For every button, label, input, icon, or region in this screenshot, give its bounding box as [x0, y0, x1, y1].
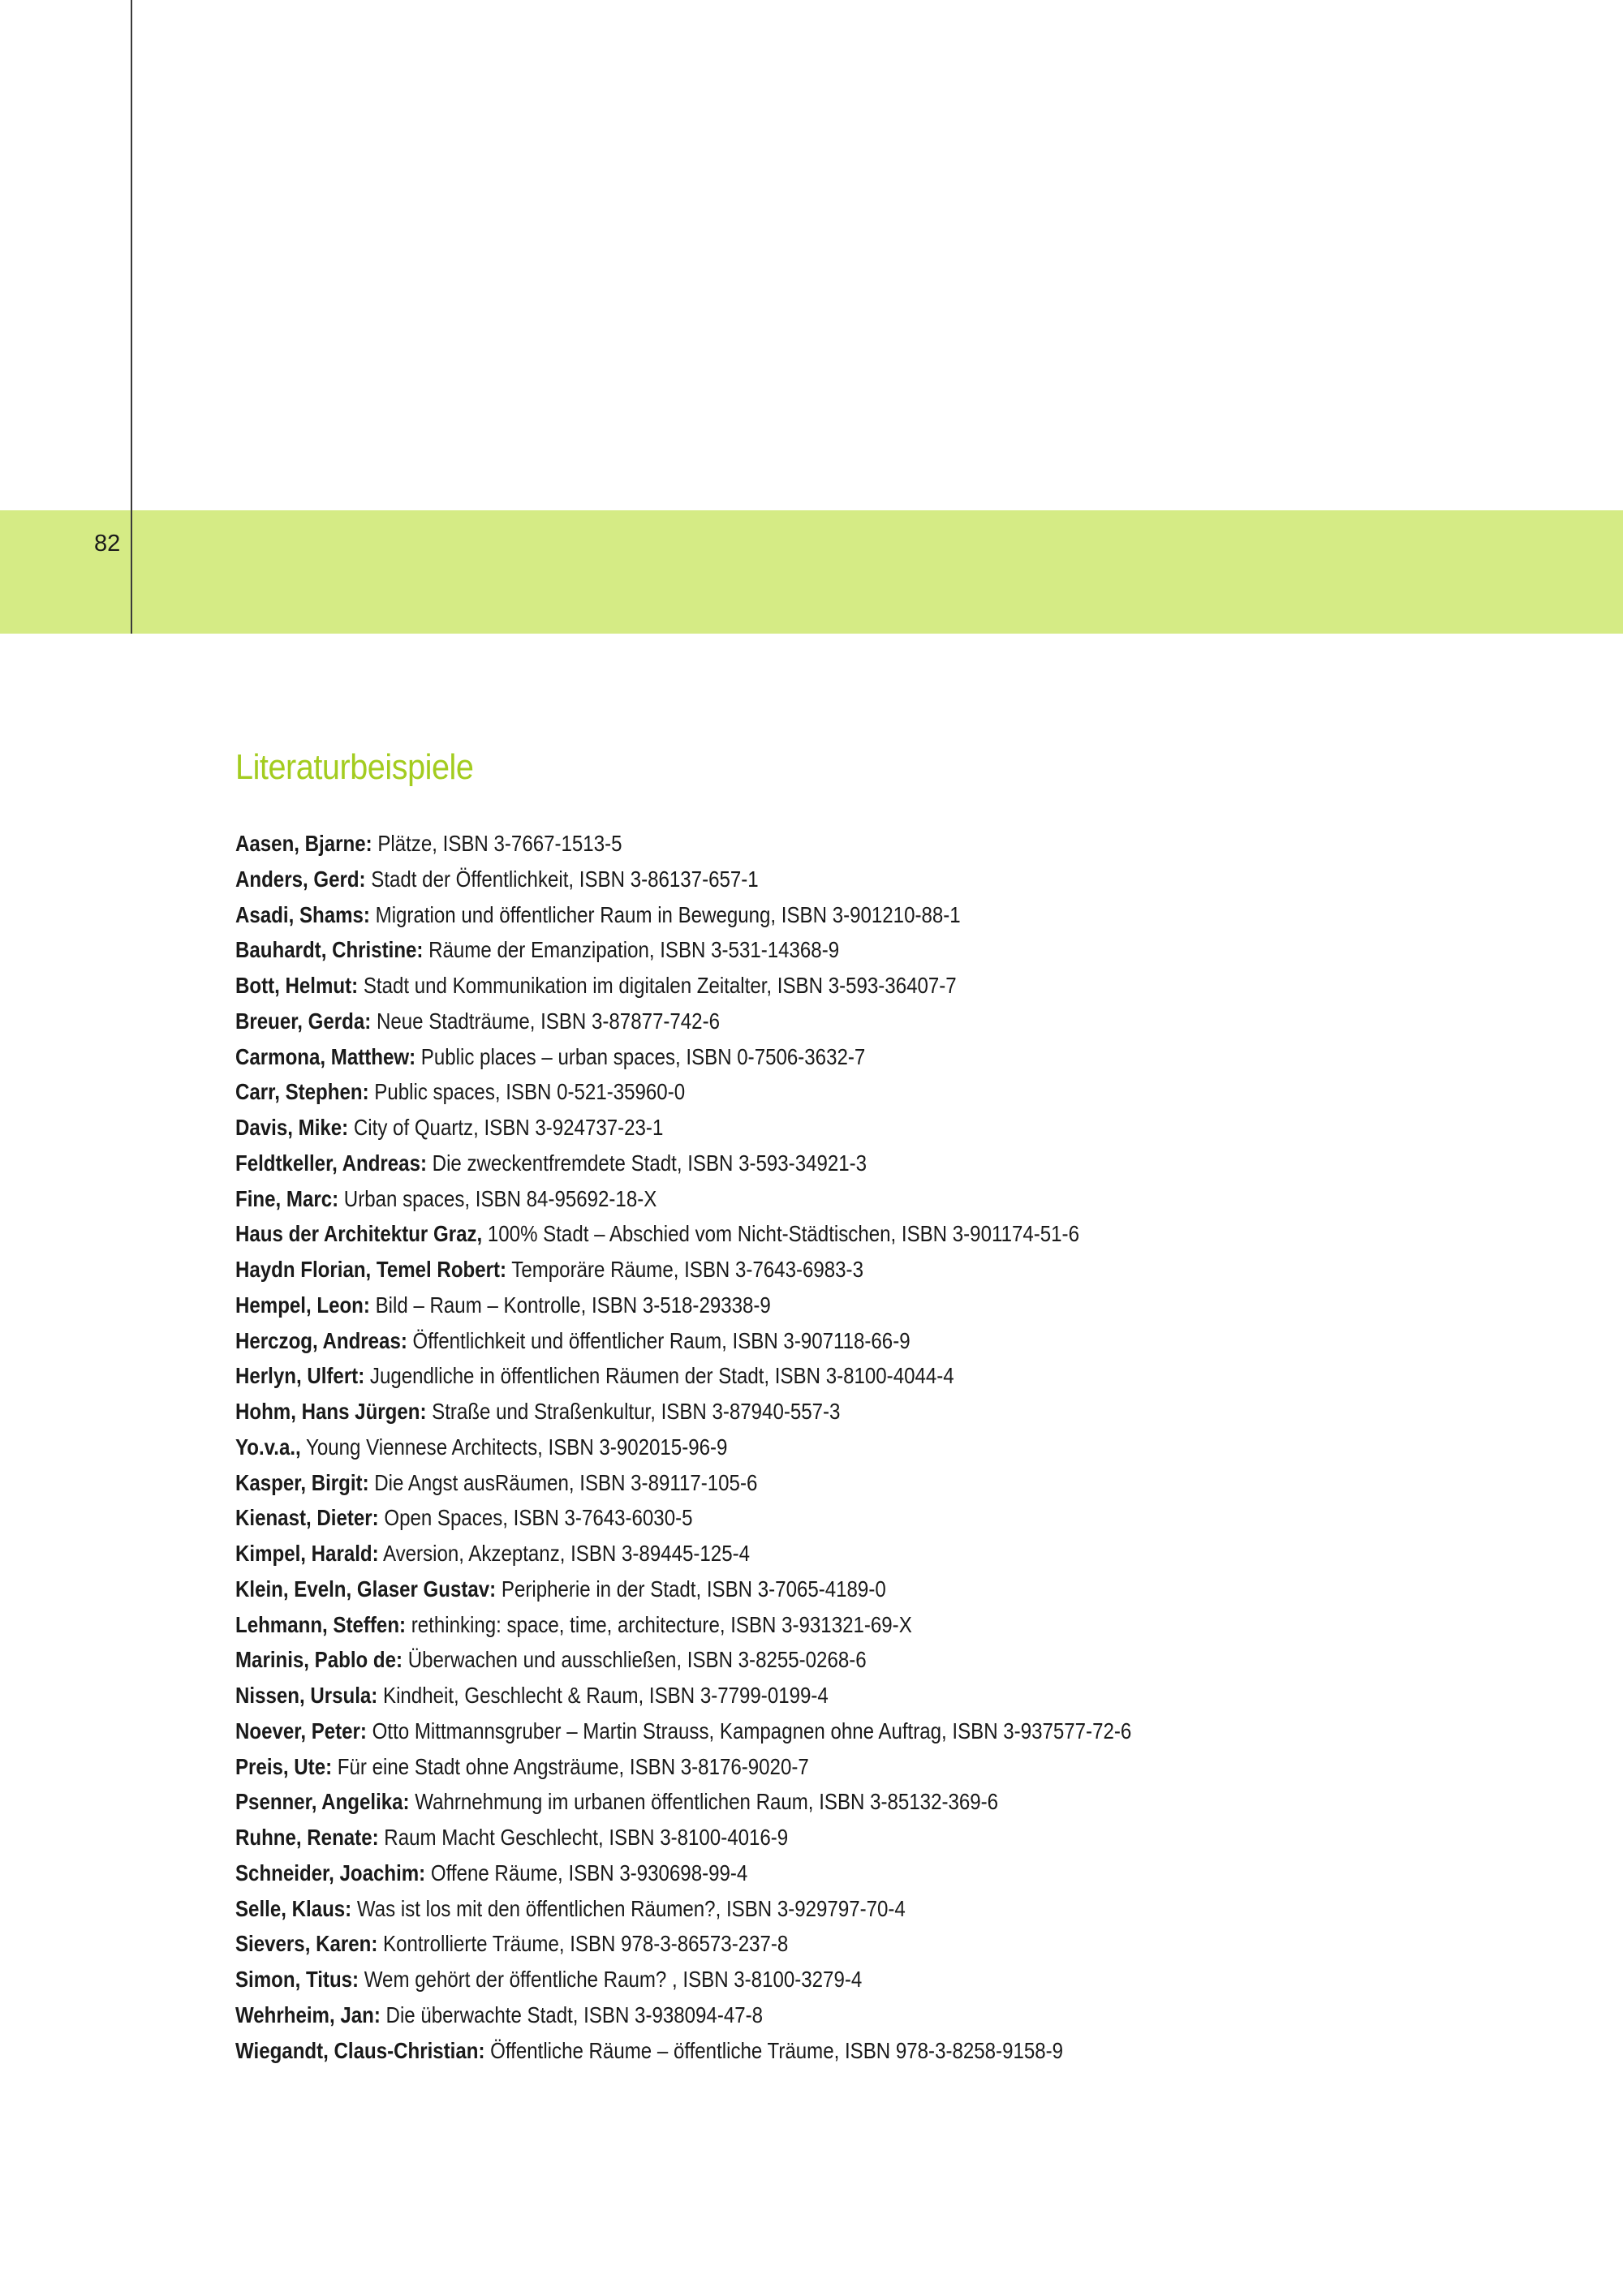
entry-details: Öffentliche Räume – öffentliche Träume, ISBN 978-3-8258-9158-9: [484, 2037, 1064, 2063]
entry-author: Sievers, Karen:: [235, 1931, 378, 1957]
entry-author: Hohm, Hans Jürgen:: [235, 1399, 427, 1424]
entry-author: Selle, Klaus:: [235, 1895, 352, 1921]
entry-details: Für eine Stadt ohne Angsträume, ISBN 3-8176-9020-7: [332, 1753, 809, 1779]
section-title: Literaturbeispiele: [235, 747, 474, 787]
bibliography-entry: [235, 1252, 1394, 1288]
entry-author: Schneider, Joachim:: [235, 1860, 426, 1885]
entry-author: Bauhardt, Christine:: [235, 937, 424, 963]
entry-details: rethinking: space, time, architecture, ISBN 3-931321-69-X: [406, 1611, 912, 1637]
entry-author: Noever, Peter:: [235, 1718, 367, 1743]
entry-author: Kimpel, Harald:: [235, 1541, 379, 1566]
entry-author: Hempel, Leon:: [235, 1292, 370, 1318]
entry-author: Psenner, Angelika:: [235, 1789, 410, 1815]
bibliography-entry: [235, 1607, 1394, 1643]
entry-details: Public places – urban spaces, ISBN 0-7506-3632-7: [415, 1043, 866, 1069]
entry-details: Stadt und Kommunikation im digitalen Zeitalter, ISBN 3-593-36407-7: [358, 973, 957, 998]
page-number: 82: [94, 531, 121, 557]
entry-details: Kontrollierte Träume, ISBN 978-3-86573-237-8: [377, 1931, 789, 1957]
bibliography-entry: [235, 1394, 1394, 1430]
bibliography-entry: [235, 1288, 1394, 1323]
entry-details: Öffentlichkeit und öffentlicher Raum, ISBN 3-907118-66-9: [407, 1327, 911, 1353]
entry-details: Stadt der Öffentlichkeit, ISBN 3-86137-657-1: [365, 866, 759, 892]
entry-details: City of Quartz, ISBN 3-924737-23-1: [348, 1115, 664, 1140]
entry-details: Die Angst ausRäumen, ISBN 3-89117-105-6: [368, 1469, 758, 1495]
bibliography-entry: [235, 1110, 1394, 1146]
entry-author: Klein, Eveln, Glaser Gustav:: [235, 1576, 497, 1602]
entry-author: Feldtkeller, Andreas:: [235, 1150, 427, 1176]
entry-details: Open Spaces, ISBN 3-7643-6030-5: [378, 1505, 693, 1531]
bibliography-entry: [235, 1713, 1394, 1749]
entry-author: Wiegandt, Claus-Christian:: [235, 2037, 485, 2063]
header-band: [0, 510, 1623, 634]
bibliography-entry: [235, 1749, 1394, 1785]
bibliography-entry: [235, 1891, 1394, 1927]
entry-author: Carr, Stephen:: [235, 1079, 369, 1105]
entry-details: Migration und öffentlicher Raum in Bewegung, ISBN 3-901210-88-1: [369, 901, 961, 927]
entry-author: Lehmann, Steffen:: [235, 1611, 407, 1637]
entry-details: Räume der Emanzipation, ISBN 3-531-14368-9: [423, 937, 840, 963]
entry-author: Simon, Titus:: [235, 1967, 359, 1992]
margin-rule: [131, 0, 132, 634]
bibliography-entry: [235, 1465, 1394, 1501]
bibliography-entry: [235, 1358, 1394, 1394]
bibliography-entry: [235, 1430, 1394, 1465]
entry-author: Haus der Architektur Graz,: [235, 1221, 483, 1247]
bibliography-entry: [235, 862, 1394, 897]
bibliography-list: [235, 826, 1582, 2068]
entry-author: Anders, Gerd:: [235, 866, 366, 892]
entry-author: Davis, Mike:: [235, 1115, 349, 1140]
bibliography-entry: [235, 1004, 1394, 1039]
bibliography-entry: [235, 1536, 1394, 1572]
entry-details: Überwachen und ausschließen, ISBN 3-8255-0268-6: [403, 1647, 867, 1673]
entry-details: Wem gehört der öffentliche Raum? , ISBN 3-8100-3279-4: [359, 1967, 863, 1992]
bibliography-entry: [235, 1039, 1394, 1075]
entry-author: Ruhne, Renate:: [235, 1825, 379, 1850]
entry-author: Haydn Florian, Temel Robert:: [235, 1257, 507, 1282]
entry-author: Carmona, Matthew:: [235, 1043, 416, 1069]
bibliography-entry: [235, 968, 1394, 1004]
bibliography-entry: [235, 1500, 1394, 1536]
bibliography-entry: [235, 897, 1394, 933]
bibliography-entry: [235, 1572, 1394, 1607]
bibliography-entry: [235, 1181, 1394, 1217]
bibliography-entry: [235, 1855, 1394, 1891]
bibliography-entry: [235, 1323, 1394, 1359]
entry-details: Urban spaces, ISBN 84-95692-18-X: [338, 1185, 657, 1211]
entry-details: Temporäre Räume, ISBN 3-7643-6983-3: [506, 1257, 863, 1282]
entry-details: Jugendliche in öffentlichen Räumen der Stadt, ISBN 3-8100-4044-4: [364, 1363, 954, 1389]
entry-author: Kienast, Dieter:: [235, 1505, 379, 1531]
bibliography-entry: [235, 1997, 1394, 2033]
entry-details: Straße und Straßenkultur, ISBN 3-87940-557-3: [426, 1399, 841, 1424]
entry-author: Marinis, Pablo de:: [235, 1647, 403, 1673]
entry-author: Herlyn, Ulfert:: [235, 1363, 365, 1389]
entry-details: Plätze, ISBN 3-7667-1513-5: [372, 831, 622, 856]
bibliography-entry: [235, 1784, 1394, 1820]
bibliography-entry: [235, 1216, 1394, 1252]
entry-details: Die zweckentfremdete Stadt, ISBN 3-593-34921-3: [426, 1150, 867, 1176]
entry-author: Nissen, Ursula:: [235, 1683, 378, 1708]
bibliography-entry: [235, 932, 1394, 968]
entry-author: Aasen, Bjarne:: [235, 831, 372, 856]
entry-details: Wahrnehmung im urbanen öffentlichen Raum, ISBN 3-85132-369-6: [409, 1789, 999, 1815]
entry-details: 100% Stadt – Abschied vom Nicht-Städtischen, ISBN 3-901174-51-6: [482, 1221, 1079, 1247]
bibliography-entry: [235, 1074, 1394, 1110]
entry-details: Young Viennese Architects, ISBN 3-902015-96-9: [300, 1434, 728, 1460]
entry-details: Public spaces, ISBN 0-521-35960-0: [368, 1079, 686, 1105]
entry-details: Offene Räume, ISBN 3-930698-99-4: [425, 1860, 748, 1885]
bibliography-entry: [235, 1962, 1394, 1997]
entry-details: Aversion, Akzeptanz, ISBN 3-89445-125-4: [378, 1541, 750, 1566]
entry-author: Kasper, Birgit:: [235, 1469, 369, 1495]
entry-author: Fine, Marc:: [235, 1185, 339, 1211]
bibliography-entry: [235, 1926, 1394, 1962]
entry-details: Kindheit, Geschlecht & Raum, ISBN 3-7799-0199-4: [377, 1683, 829, 1708]
bibliography-entry: [235, 1146, 1394, 1181]
bibliography-entry: [235, 1642, 1394, 1678]
bibliography-entry: [235, 1678, 1394, 1713]
entry-author: Breuer, Gerda:: [235, 1008, 372, 1034]
entry-details: Peripherie in der Stadt, ISBN 3-7065-4189-0: [496, 1576, 886, 1602]
entry-details: Raum Macht Geschlecht, ISBN 3-8100-4016-9: [378, 1825, 789, 1850]
entry-details: Die überwachte Stadt, ISBN 3-938094-47-8: [380, 2001, 764, 2027]
entry-details: Bild – Raum – Kontrolle, ISBN 3-518-29338-9: [369, 1292, 771, 1318]
entry-author: Bott, Helmut:: [235, 973, 359, 998]
entry-details: Neue Stadträume, ISBN 3-87877-742-6: [371, 1008, 720, 1034]
entry-details: Otto Mittmannsgruber – Martin Strauss, Kampagnen ohne Auftrag, ISBN 3-937577-72-6: [366, 1718, 1132, 1743]
entry-author: Wehrheim, Jan:: [235, 2001, 381, 2027]
bibliography-entry: [235, 2033, 1394, 2069]
entry-author: Preis, Ute:: [235, 1753, 333, 1779]
entry-author: Yo.v.a.,: [235, 1434, 301, 1460]
entry-details: Was ist los mit den öffentlichen Räumen?, ISBN 3-929797-70-4: [351, 1895, 906, 1921]
entry-author: Asadi, Shams:: [235, 901, 370, 927]
entry-author: Herczog, Andreas:: [235, 1327, 407, 1353]
bibliography-entry: [235, 1820, 1394, 1855]
bibliography-entry: [235, 826, 1394, 862]
